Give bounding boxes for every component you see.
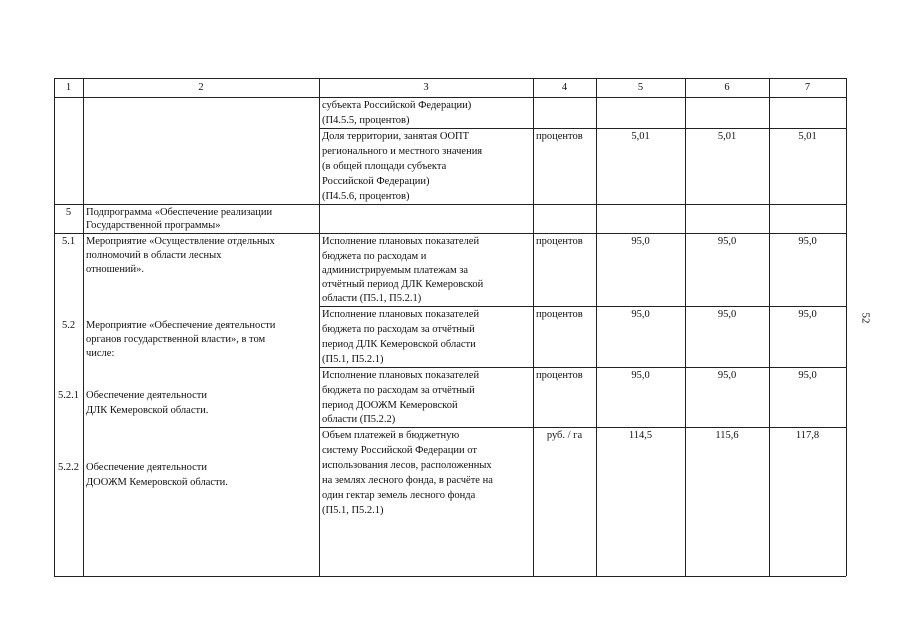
column-header: 1	[65, 82, 72, 93]
column-divider	[319, 78, 320, 576]
value-cell: 95,0	[798, 370, 817, 381]
activity-name: отношений».	[86, 264, 145, 275]
value-cell: 95,0	[631, 309, 650, 320]
indicator-text: Исполнение плановых показателей	[322, 309, 480, 320]
table-border-right	[846, 78, 847, 576]
unit-cell: процентов	[536, 309, 583, 320]
row-number: 5.2.1	[58, 390, 79, 401]
indicator-text: один гектар земель лесного фонда	[322, 490, 476, 501]
column-header: 2	[198, 82, 204, 93]
value-cell: 95,0	[631, 370, 650, 381]
activity-name: Обеспечение деятельности	[86, 462, 207, 473]
indicator-text: (П4.5.5, процентов)	[322, 115, 410, 126]
unit-cell: процентов	[536, 370, 583, 381]
table-border-bottom	[54, 576, 846, 577]
value-cell: 95,0	[717, 309, 737, 320]
indicator-text: бюджета по расходам за отчётный	[322, 324, 475, 335]
value-cell: 115,6	[715, 430, 739, 441]
activity-name: Подпрограмма «Обеспечение реализации	[86, 207, 273, 218]
column-divider	[685, 78, 686, 576]
value-cell: 114,5	[628, 430, 653, 441]
indicator-text: систему Российской Федерации от	[322, 445, 477, 456]
indicator-text: Доля территории, занятая ООПТ	[322, 131, 470, 142]
activity-name: органов государственной власти», в том	[86, 334, 266, 345]
column-header: 7	[804, 82, 811, 93]
activity-name: Обеспечение деятельности	[86, 390, 207, 401]
indicator-text: Исполнение плановых показателей	[322, 370, 480, 381]
value-cell: 95,0	[717, 236, 737, 247]
indicator-text: субъекта Российской Федерации)	[322, 100, 472, 111]
column-divider	[533, 78, 534, 576]
value-cell: 117,8	[795, 430, 820, 441]
column-divider	[596, 78, 597, 576]
value-cell: 5,01	[798, 131, 817, 142]
indicator-text: бюджета по расходам и	[322, 251, 427, 262]
column-divider	[83, 78, 84, 576]
indicator-text: администрируемым платежам за	[322, 265, 469, 276]
unit-cell: процентов	[536, 131, 583, 142]
indicator-text: Российской Федерации)	[322, 176, 430, 187]
column-header: 5	[637, 82, 644, 93]
column-header: 6	[724, 82, 730, 93]
activity-name: числе:	[86, 348, 115, 359]
table-border-top	[54, 78, 846, 79]
indicator-text: (П5.1, П5.2.1)	[322, 354, 384, 365]
indicator-text: период ДЛК Кемеровской области	[322, 339, 476, 350]
activity-name: Мероприятие «Обеспечение деятельности	[86, 320, 276, 331]
activity-name: ДЛК Кемеровской области.	[86, 405, 209, 416]
row-number: 5.2	[61, 320, 76, 331]
column-divider	[769, 78, 770, 576]
column-header: 4	[561, 82, 568, 93]
indicator-text: области (П5.2.2)	[322, 414, 396, 425]
value-cell: 95,0	[798, 309, 817, 320]
column-header: 3	[423, 82, 429, 93]
value-cell: 5,01	[717, 131, 737, 142]
indicator-text: Объем платежей в бюджетную	[322, 430, 460, 441]
indicator-text: период ДООЖМ Кемеровской	[322, 400, 458, 411]
value-cell: 95,0	[631, 236, 650, 247]
value-cell: 95,0	[798, 236, 817, 247]
row-number: 5	[65, 207, 72, 218]
indicator-text: отчётный период ДЛК Кемеровской	[322, 279, 484, 290]
unit-cell: руб. / га	[546, 430, 583, 441]
activity-name: Мероприятие «Осуществление отдельных	[86, 236, 275, 247]
indicator-text: использования лесов, расположенных	[322, 460, 492, 471]
row-number: 5.1	[61, 236, 76, 247]
activity-name: Государственной программы»	[86, 220, 221, 231]
indicator-text: регионального и местного значения	[322, 146, 483, 157]
indicator-text: на землях лесного фонда, в расчёте на	[322, 475, 493, 486]
indicator-text: бюджета по расходам за отчётный	[322, 385, 475, 396]
indicator-text: (П4.5.6, процентов)	[322, 191, 410, 202]
indicator-text: (П5.1, П5.2.1)	[322, 505, 384, 516]
activity-name: ДООЖМ Кемеровской области.	[86, 477, 228, 488]
page-number: 52	[859, 312, 872, 324]
value-cell: 95,0	[717, 370, 737, 381]
indicator-text: Исполнение плановых показателей	[322, 236, 480, 247]
indicator-text: области (П5.1, П5.2.1)	[322, 293, 422, 304]
indicator-text: (в общей площади субъекта	[322, 161, 447, 172]
unit-cell: процентов	[536, 236, 583, 247]
activity-name: полномочий в области лесных	[86, 250, 222, 261]
value-cell: 5,01	[631, 131, 650, 142]
row-number: 5.2.2	[58, 462, 79, 473]
